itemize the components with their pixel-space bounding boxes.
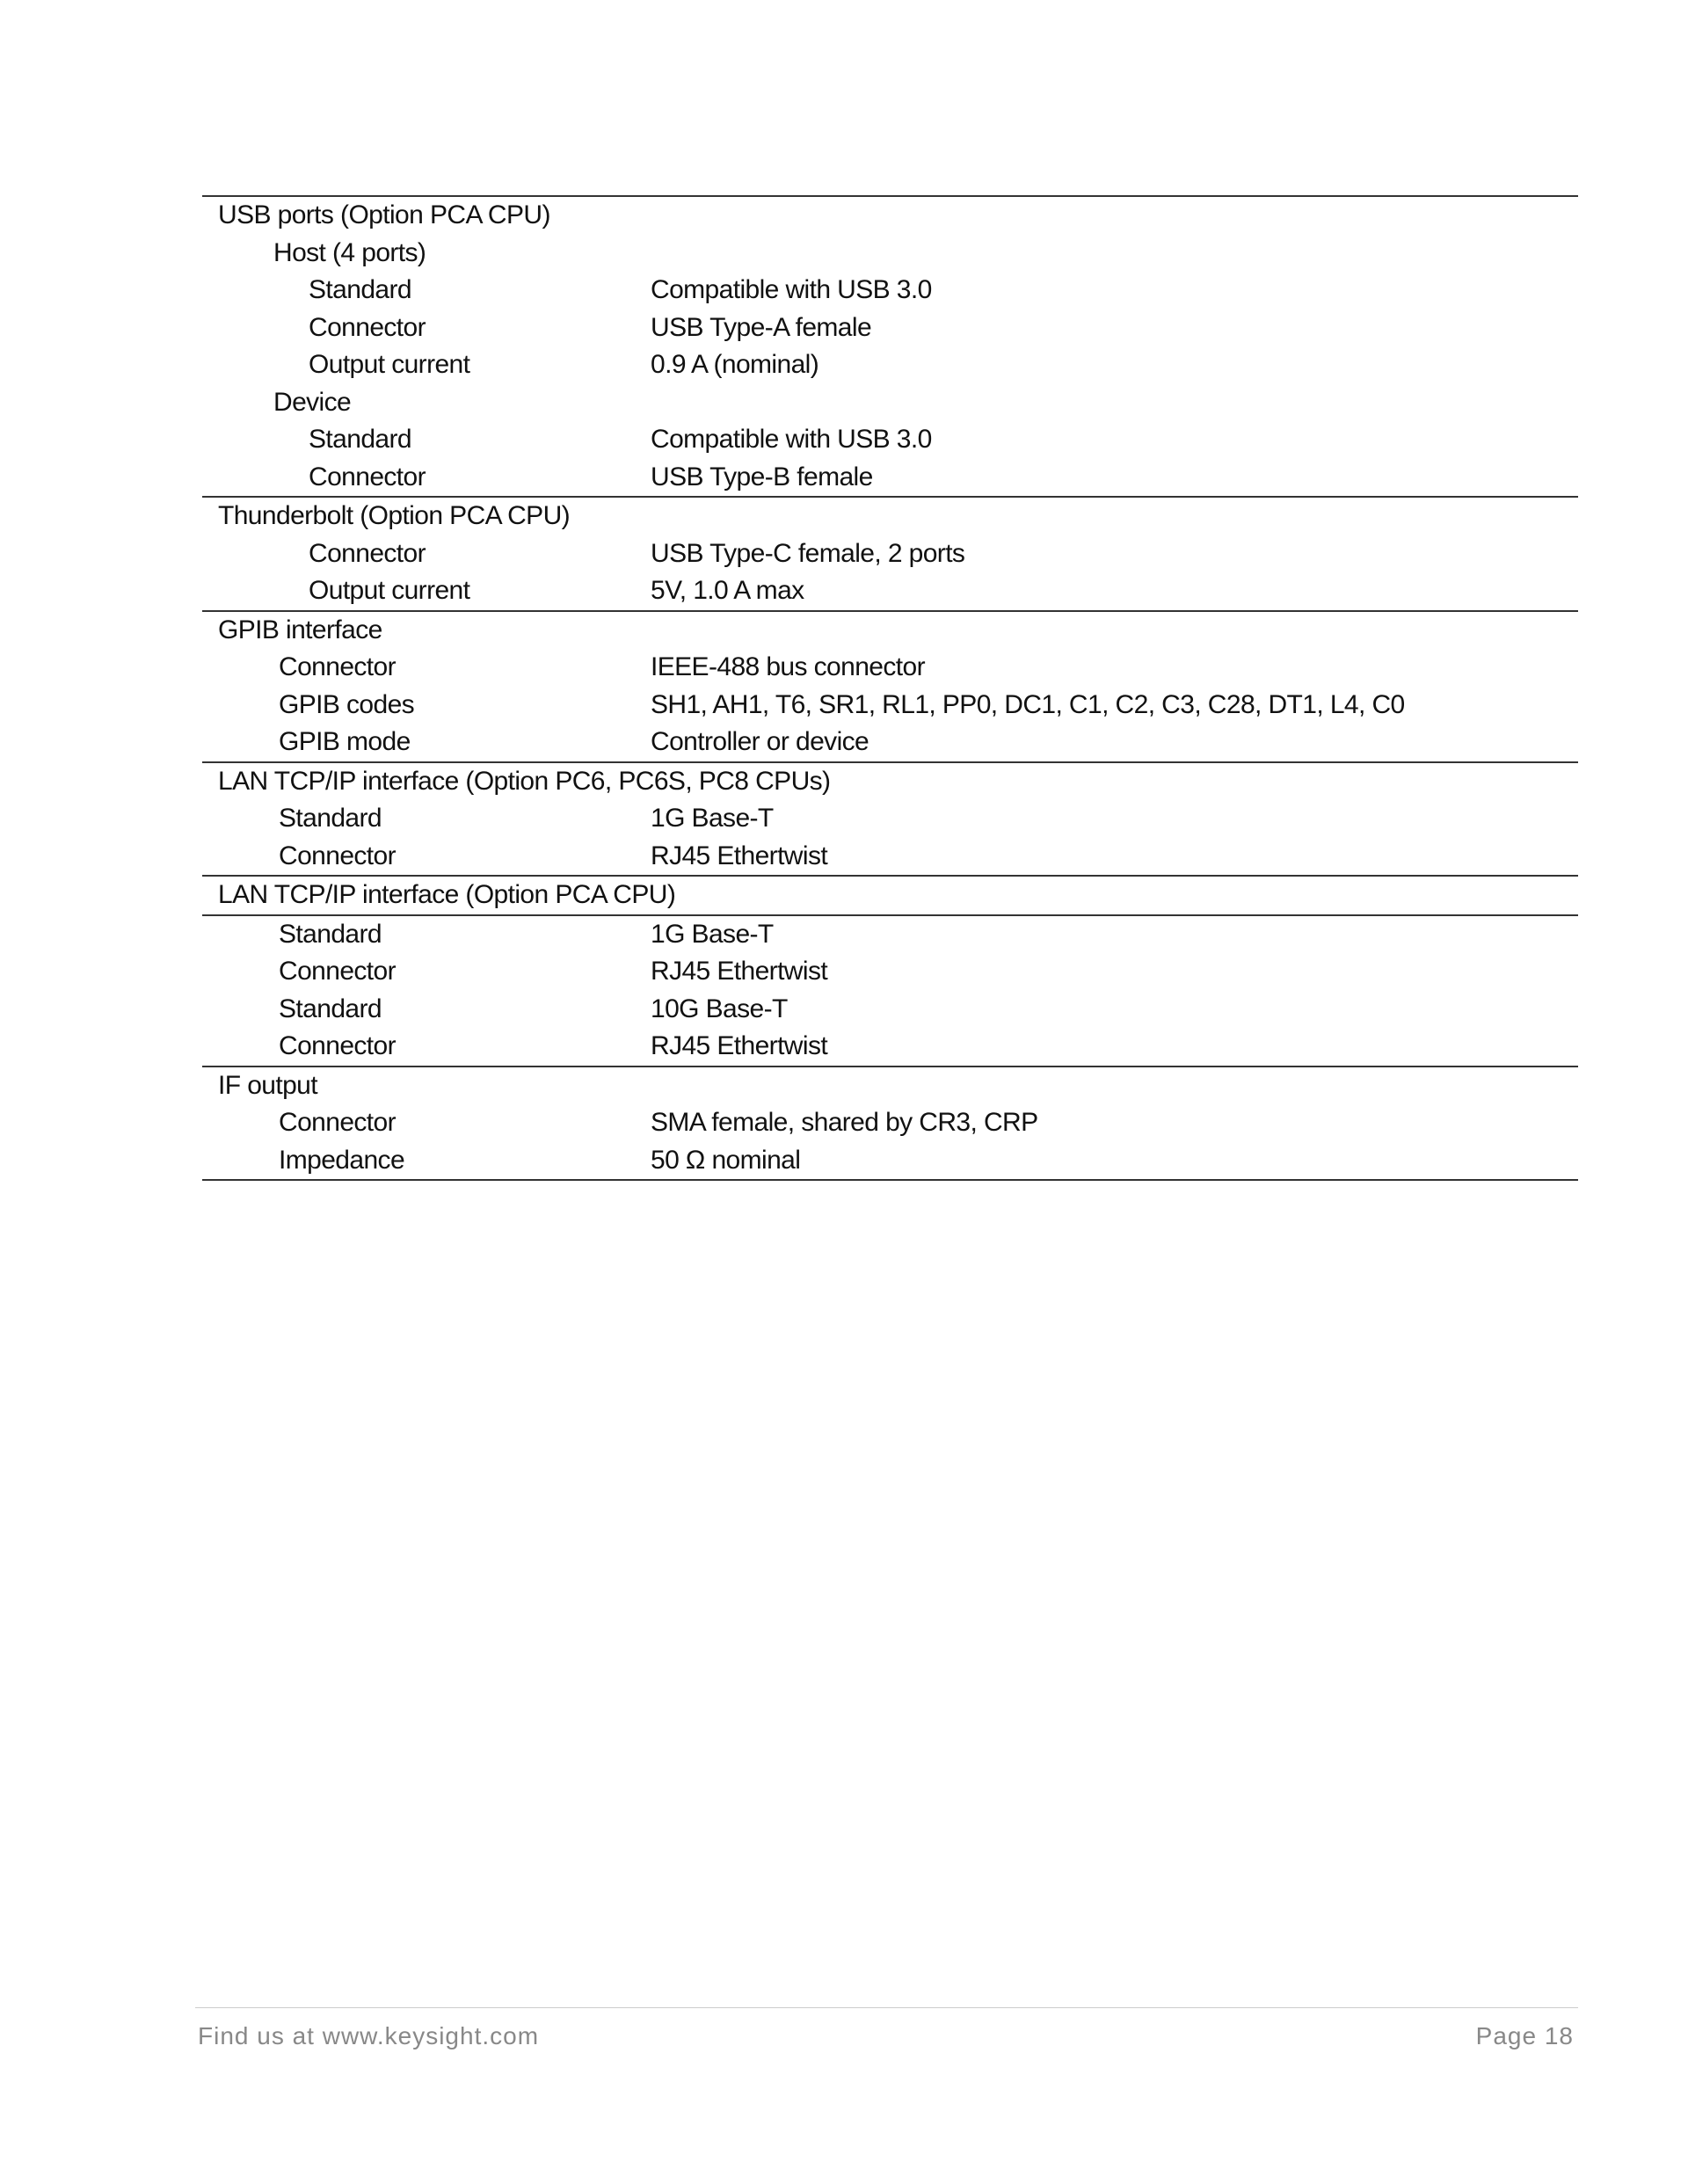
section-title: GPIB interface bbox=[218, 615, 382, 644]
spec-value: USB Type-A female bbox=[651, 312, 872, 342]
spec-value: 5V, 1.0 A max bbox=[651, 576, 804, 605]
spec-row bbox=[202, 384, 1578, 422]
section-title: LAN TCP/IP interface (Option PCA CPU) bbox=[218, 880, 676, 909]
spec-value: USB Type-C female, 2 ports bbox=[651, 538, 965, 568]
section-thunderbolt bbox=[202, 496, 1578, 610]
spec-value: 0.9 A (nominal) bbox=[651, 350, 819, 379]
spec-label: Connector bbox=[279, 1108, 397, 1137]
spec-row bbox=[202, 800, 1578, 838]
spec-label: Output current bbox=[309, 350, 470, 379]
spec-subheading: Device bbox=[273, 387, 352, 417]
spec-value: 10G Base-T bbox=[651, 994, 788, 1023]
spec-row bbox=[202, 572, 1578, 610]
spec-label: Standard bbox=[309, 275, 411, 304]
spec-value: Compatible with USB 3.0 bbox=[651, 275, 932, 304]
spec-row bbox=[202, 421, 1578, 459]
spec-label: Connector bbox=[279, 652, 397, 681]
section-title: USB ports (Option PCA CPU) bbox=[218, 200, 550, 229]
section-header bbox=[202, 1067, 1578, 1105]
spec-table bbox=[202, 195, 1578, 1181]
spec-value: 1G Base-T bbox=[651, 804, 774, 833]
spec-value: 50 Ω nominal bbox=[651, 1145, 801, 1175]
spec-row bbox=[202, 649, 1578, 687]
spec-value: USB Type-B female bbox=[651, 462, 873, 491]
spec-row bbox=[202, 724, 1578, 761]
spec-label: Standard bbox=[279, 804, 382, 833]
spec-label: GPIB mode bbox=[279, 727, 411, 756]
spec-row bbox=[202, 346, 1578, 384]
spec-label: Connector bbox=[279, 957, 397, 986]
spec-label: Connector bbox=[279, 1031, 397, 1060]
section-header bbox=[202, 498, 1578, 535]
spec-label: Output current bbox=[309, 576, 470, 605]
spec-row bbox=[202, 235, 1578, 273]
spec-label: Standard bbox=[279, 994, 382, 1023]
spec-label: Connector bbox=[279, 841, 397, 870]
section-header bbox=[202, 197, 1578, 235]
spec-label: Connector bbox=[309, 462, 426, 491]
spec-row bbox=[202, 687, 1578, 724]
footer-divider bbox=[195, 2007, 1578, 2008]
spec-value: RJ45 Ethertwist bbox=[651, 957, 828, 986]
footer-website: Find us at www.keysight.com bbox=[198, 2022, 540, 2049]
page-number: Page 18 bbox=[1475, 2022, 1574, 2049]
section-gpib-interface bbox=[202, 610, 1578, 761]
spec-label: Connector bbox=[309, 312, 426, 342]
spec-row bbox=[202, 535, 1578, 573]
spec-label: Impedance bbox=[279, 1145, 405, 1175]
spec-subheading: Host (4 ports) bbox=[273, 237, 426, 267]
spec-row bbox=[202, 953, 1578, 991]
spec-label: Standard bbox=[309, 425, 411, 454]
spec-row bbox=[202, 916, 1578, 954]
spec-value: RJ45 Ethertwist bbox=[651, 841, 828, 870]
section-title: IF output bbox=[218, 1070, 318, 1100]
section-usb-ports bbox=[202, 195, 1578, 496]
spec-value: IEEE-488 bus connector bbox=[651, 652, 925, 681]
spec-row bbox=[202, 459, 1578, 497]
section-if-output bbox=[202, 1066, 1578, 1182]
spec-label: Connector bbox=[309, 538, 426, 568]
spec-row bbox=[202, 991, 1578, 1029]
spec-label: GPIB codes bbox=[279, 689, 415, 719]
section-lan-pc6-pc8 bbox=[202, 761, 1578, 876]
spec-row bbox=[202, 1028, 1578, 1066]
spec-row bbox=[202, 838, 1578, 876]
spec-value: 1G Base-T bbox=[651, 919, 774, 949]
spec-value: SH1, AH1, T6, SR1, RL1, PP0, DC1, C1, C2, C3, C28, DT1, L4, C0 bbox=[651, 689, 1405, 719]
section-title: Thunderbolt (Option PCA CPU) bbox=[218, 501, 571, 530]
spec-row bbox=[202, 1104, 1578, 1142]
spec-label: Standard bbox=[279, 919, 382, 949]
section-header bbox=[202, 612, 1578, 650]
spec-value: RJ45 Ethertwist bbox=[651, 1031, 828, 1060]
spec-value: SMA female, shared by CR3, CRP bbox=[651, 1108, 1038, 1137]
spec-row bbox=[202, 309, 1578, 347]
section-header bbox=[202, 877, 1578, 916]
section-lan-pca bbox=[202, 875, 1578, 1066]
spec-value: Compatible with USB 3.0 bbox=[651, 425, 932, 454]
section-title: LAN TCP/IP interface (Option PC6, PC6S, PC8 CPUs) bbox=[218, 766, 831, 796]
section-header bbox=[202, 763, 1578, 801]
spec-row bbox=[202, 1142, 1578, 1180]
spec-value: Controller or device bbox=[651, 727, 869, 756]
spec-row bbox=[202, 272, 1578, 309]
